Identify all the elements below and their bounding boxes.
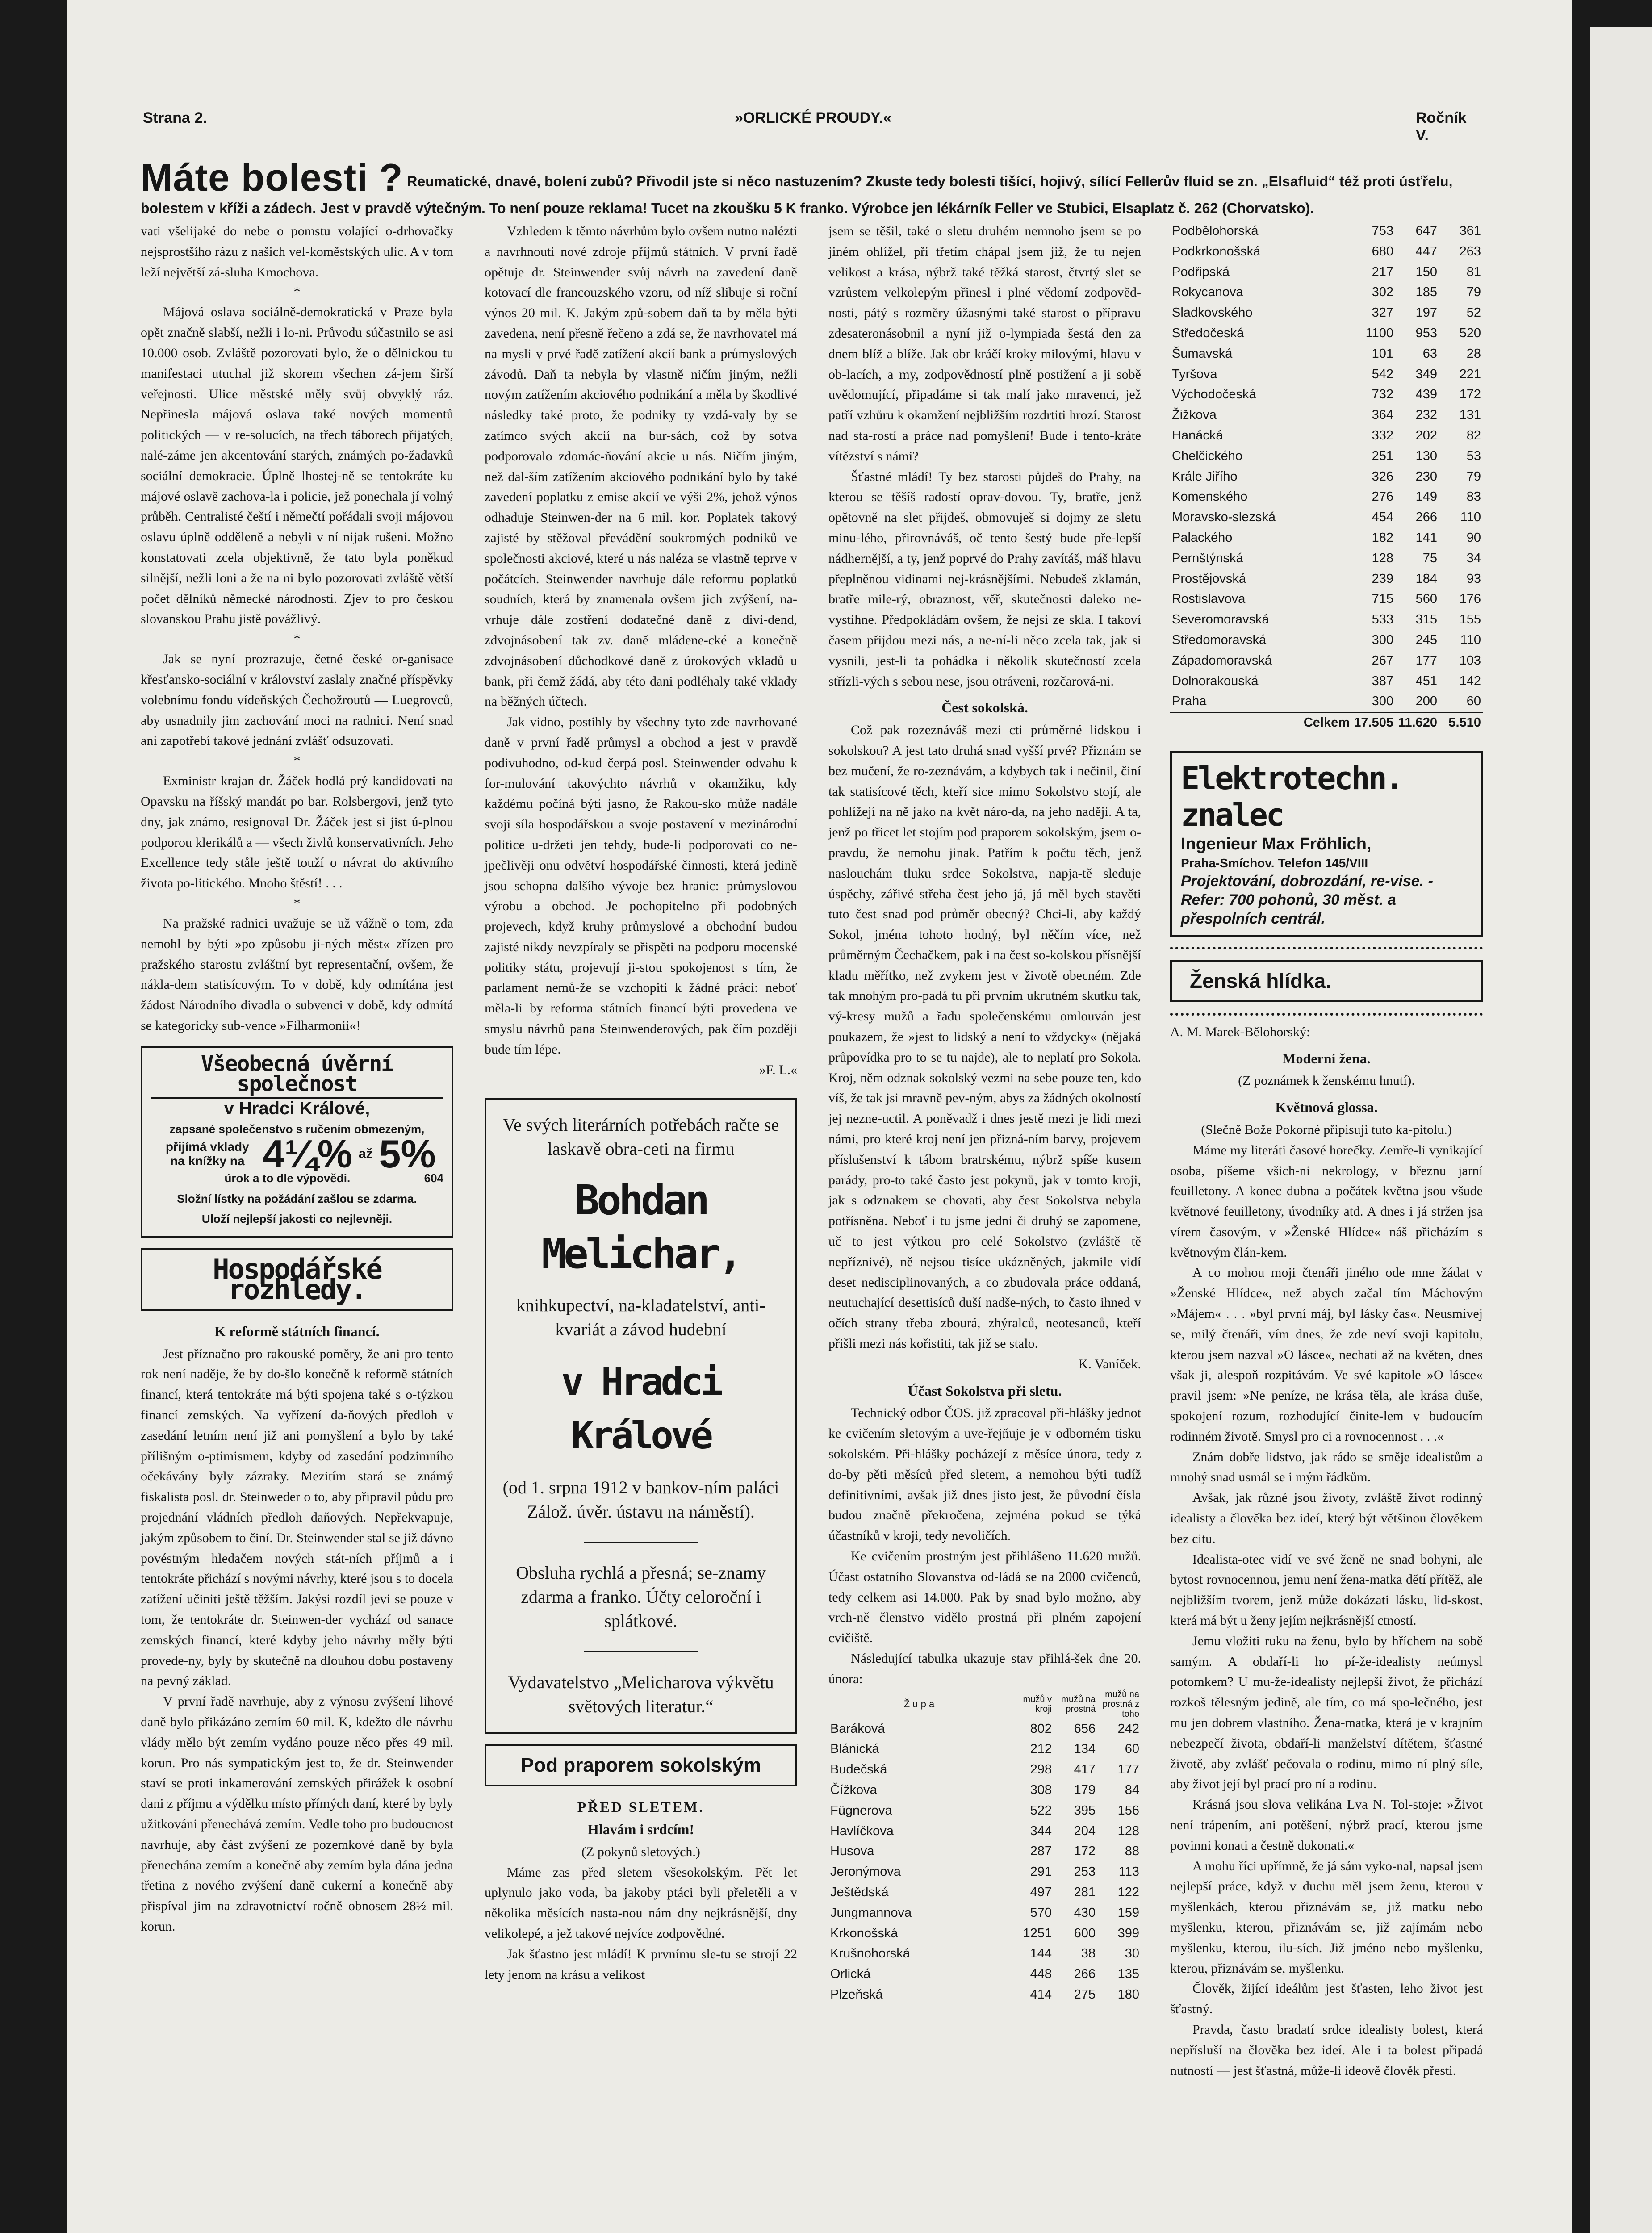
- count-cell: 275: [1074, 1987, 1096, 2002]
- author: A. M. Marek-Bělohorský:: [1170, 1024, 1310, 1039]
- count-cell: 302: [1372, 285, 1393, 300]
- count-cell: 266: [1074, 1967, 1096, 1982]
- count-cell: 28: [1466, 346, 1481, 361]
- table-header: Ž u p a: [903, 1698, 935, 1710]
- count-cell: 451: [1415, 673, 1437, 688]
- count-cell: 197: [1415, 305, 1437, 320]
- bank-ad-desc: zapsané společenstvo s ručením obmezeným,: [169, 1122, 425, 1136]
- article-title: Moderní žena.: [1282, 1050, 1371, 1066]
- count-cell: 522: [1030, 1803, 1052, 1818]
- total-value: 5.510: [1439, 712, 1483, 733]
- table-row: [828, 1801, 1141, 1821]
- paragraph: Pravda, často bradatí srdce idealisty bolest, která nepřísluší na člověka bez ideí. Ale i ta bolest připadá nutností — jest šťastná, může-li ideově člověk přesti.: [1170, 2022, 1483, 2078]
- count-cell: 179: [1074, 1782, 1096, 1797]
- district-name: Dolnorakouská: [1172, 673, 1259, 688]
- district-name: Podkrkonošská: [1172, 244, 1261, 259]
- table-row: [1170, 344, 1483, 364]
- table-row: [1170, 610, 1483, 630]
- signature: K. Vaníček.: [1078, 1356, 1141, 1372]
- count-cell: 38: [1081, 1946, 1096, 1961]
- district-name: Blánická: [830, 1742, 879, 1756]
- district-name: Budečská: [830, 1762, 887, 1777]
- district-name: Středomoravská: [1172, 632, 1267, 647]
- count-cell: 63: [1422, 346, 1437, 361]
- count-cell: 291: [1030, 1865, 1052, 1879]
- count-cell: 90: [1466, 530, 1481, 545]
- table-row: [1170, 487, 1483, 507]
- paragraph: Což pak rozeznáváš mezi cti průměrné lidskou i sokolskou? A jest tato druhá snad vyšší prvé? Přiznám se bez mučení, že ro-zeznávám, a kdybych tak i nečinil, činí tak statisícové těch, kteří sice mimo Sokolstvo stojí, ale pohlížejí na ně jako na květ náro-da, na jeho naději. A ta, jenž po třicet let stojím pod praporem sokolským, jsem o-pravdu, že nemohu jinak. Patřím k počtu těch, jenž naslouchám tluku srdce Sokolstva, napja-tě sleduje úspěchy, zářivé střeha čest jeho já, já měl bych stavěti tuto čest snad pod průměr obecný? Chci-li, aby každý Sokol, jména tohoto hodný, byl něčím více, než průměrným Čechačkem, pak i na čest so-kolskou přísnější kladu měřítko, než zvykem jest v životě obecném. Zde tak mnohým pro-padá tu při prvním ukrutném skutku tak, vý-kresy mužů a řadu společenskému omlouván jest poukazem, že »jest to lidský a není to vždycky« (nějaká průpovídka pro to se tu najde), ale to neplatí pro Sokola. Kroj, něm odznak sokolský vezmi na sebe pouze ten, kdo víš, že tak jsi mravně pev-ným, abys za žádných okolností jej nezne-uctil. A poněvadž i dnes jestě mezi je lidi mezi námi, pro které kroj není jen přizná-ním barvy, projevem příslušenství k tábom bratrskému, nýbrž spíše kusem parády, pro-to také často jest pokynů, jak v tomto kroji, jak s odznakem se chovati, aby čest Sokolstva nebyla potřísněna. Neboť i tu jsme jedni či druhý se zapomene, uč to jest výtkou pro celé Sokolstvo (zvláště tě nepříznivé), ně nejsou tisíce ukázněných, jakmile vidí deset nedisciplinovaných, a co zbudovala práce oddaná, neutuchající desettisíců duší nadše-ných, to často ihned v očích strany třeba zbourá, zhýralců, neotesanců, kteří přišli mezi nás kořistiti, tak již se stalo.: [828, 723, 1141, 1351]
- district-name: Fügnerova: [830, 1803, 892, 1818]
- article-subhead: Čest sokolská.: [941, 699, 1028, 716]
- count-cell: 300: [1372, 632, 1393, 647]
- district-name: Krušnohorská: [830, 1946, 910, 1961]
- table-row: [1170, 569, 1483, 590]
- paragraph: V první řadě navrhuje, aby z výnosu zvýšení lihové daně bylo přikázáno zemím 60 mil. K, kdežto dle návrhu vlády mělo být zemím vydáno pouze něco přes 49 mil. korun. Pro nás sympatickým jest to, že dr. Steinwender staví se proti inkamerování zemských přirážek k osobní dani z příjmu a výdělku místo přímých daní, které by byly užitkováni přenechává zemím. Vedle toho pro budoucnost navrhuje, aby část zvýšení ze pozemkové daně by byla přenechána zemím a konečně aby zemím byla dána jedna třetina z nového zvýšení daně cukerní a konečně aby přispíval jim na zdravotnictví ročně obnosem 28½ mil. korun.: [141, 1694, 453, 1934]
- ad-address: Praha-Smíchov. Telefon 145/VIII: [1181, 856, 1368, 870]
- district-name: Jungmannova: [830, 1905, 912, 1920]
- separator: *: [293, 895, 301, 911]
- paragraph: A co mohou moji čtenáři jiného ode mne žádat v »Ženské Hlídce«, než abych začal tím Máchovým »Májem« . . . »byl první máj, byl lásky čas«. Neusmívej se, milý čtenáři, vím dnes, že zde neví svoji kapitolu, kterou jsem nazval »O lásce«, nechati až na květen, dnes však ji, alespoň rozpitávám. Ve své kapitole »O lásce« pravil jsem: »Ne peníze, ne krása těla, ale krása duše, spokojení rozum, rozhodující činite-lem v budoucím rodinném životě. Smysl pro ci a rovnocennost . . .«: [1170, 1265, 1483, 1444]
- table-row: [1170, 548, 1483, 569]
- count-cell: 128: [1372, 551, 1393, 565]
- count-cell: 1251: [1023, 1926, 1052, 1940]
- count-cell: 52: [1466, 305, 1481, 320]
- district-name: Rokycanova: [1172, 285, 1243, 300]
- bank-ad-rate-high: 5%: [379, 1131, 436, 1176]
- count-cell: 647: [1415, 224, 1437, 238]
- district-name: Pernštýnská: [1172, 551, 1243, 565]
- bank-ad-note: Uloží nejlepší jakosti co nejlevněji.: [201, 1212, 393, 1226]
- count-cell: 217: [1372, 264, 1393, 279]
- column-1: [141, 221, 453, 1937]
- table-total-row: [1170, 712, 1483, 733]
- table-row: [1170, 303, 1483, 323]
- count-cell: 1100: [1365, 326, 1393, 340]
- page-header: [143, 109, 1483, 144]
- table-row: [1170, 671, 1483, 692]
- count-cell: 101: [1372, 346, 1393, 361]
- count-cell: 715: [1372, 592, 1393, 606]
- paragraph: Avšak, jak různé jsou životy, zvláště život rodinný idealisty a člověka bez ideí, který být většinou člověkem bez citu.: [1170, 1490, 1483, 1546]
- paragraph: Exministr krajan dr. Žáček hodlá prý kandidovati na Opavsku na říšský mandát po bar. Rolsbergovi, jenž tyto dny, jak známo, resignoval Dr. Žáček jest si jist ú-plnou podporou klerikálů a — všech živlů konservativních. Jeho Excellence tedy ståle ještě touží o návrat do aktivního života po-litického. Mnoho štěstí! . . .: [141, 774, 453, 891]
- table-row: [1170, 651, 1483, 671]
- ad-text: Ve svých literárních potřebách račte se laskavě obra-ceti na firmu: [502, 1115, 779, 1159]
- count-cell: 144: [1030, 1946, 1052, 1961]
- district-name: Praha: [1172, 694, 1207, 709]
- count-cell: 156: [1117, 1803, 1139, 1818]
- table-row: [1170, 691, 1483, 712]
- paragraph: jsem se těšil, také o sletu druhém nemnoho jsem se po jiném ohlížel, při třetím chápal jsem již, že tu nejen velikost a krása, nýbrž také těžká starost, čtvrtý slet se vzrůstem velkolepým přinesl i plné vědomí zodpověd-nosti, pátý s rozměry úžasnými také starost o přípravu zdesateronásobnil a nyní již o-lympiada šestá den za dnem blíž a blíže. Jak obr kráčí kroky milovými, hlavu v ob-lacích, a my, zodpovědností plně postižení a ji sobě uvědomující, připadáme si tak malí jako mravenci, jež patří vzhůru k okamžení nejbližším rozdrtiti hrozí. Starost nad sta-rostí a práce nad pomyšlení! Bude i tento-kráte vítězství s námi?: [828, 224, 1141, 464]
- paragraph: Technický odbor ČOS. již zpracoval při-hlášky jednot ke cvičením sletovým a uve-řejňuje je v odborném tisku sokolském. Při-hlášky pocházejí z měsíce února, tedy z do-by pěti měsíců před sletem, a nemohou býti tudíž definitivními, avšak již dnes jisto jest, že původní čísla budou značně překročena, zejména pokud se týká účastníků v kroji, tedy nevoličích.: [828, 1405, 1141, 1543]
- ad-name: Ingenieur Max Fröhlich,: [1181, 834, 1372, 853]
- count-cell: 141: [1415, 530, 1437, 545]
- table-row: [1170, 262, 1483, 283]
- table-row: [1170, 630, 1483, 651]
- count-cell: 110: [1460, 510, 1481, 525]
- article-subhead: (Z poznámek k ženskému hnutí).: [1238, 1073, 1415, 1088]
- article-subhead: Hlavám i srdcím!: [587, 1821, 694, 1838]
- district-name: Podřipská: [1172, 264, 1230, 279]
- count-cell: 30: [1125, 1946, 1139, 1961]
- count-cell: 185: [1415, 285, 1437, 300]
- table-row: [1170, 405, 1483, 426]
- separator: *: [293, 753, 301, 769]
- district-name: Palackého: [1172, 530, 1233, 545]
- registration-table: [828, 1689, 1141, 2005]
- count-cell: 439: [1415, 387, 1437, 402]
- district-name: Havlíčkova: [830, 1823, 894, 1838]
- district-name: Plzeňská: [830, 1987, 883, 2002]
- bank-ad-number: 604: [424, 1171, 443, 1185]
- paragraph: Následující tabulka ukazuje stav přihlá-šek dne 20. února:: [828, 1651, 1141, 1686]
- count-cell: 221: [1459, 367, 1481, 381]
- table-row: [828, 1882, 1141, 1903]
- top-advertisement: [141, 156, 1485, 216]
- count-cell: 172: [1074, 1844, 1096, 1859]
- article-subhead: Účast Sokolstva při sletu.: [908, 1382, 1062, 1399]
- article-title: Květnová glossa.: [1275, 1099, 1378, 1116]
- table-row: [828, 1821, 1141, 1842]
- count-cell: 142: [1459, 673, 1481, 688]
- bank-advertisement: [141, 1046, 453, 1238]
- count-cell: 75: [1422, 551, 1437, 565]
- paragraph: Znám dobře lidstvo, jak rádo se směje idealistům a mnohý snad usmál se i mým řádkům.: [1170, 1449, 1483, 1485]
- count-cell: 212: [1030, 1742, 1052, 1756]
- count-cell: 60: [1466, 694, 1481, 709]
- paragraph: vati všelijaké do nebe o pomstu volající o-drhovačky nejsprostšího rázu z našich vel-koměstských ulic. A v tom leží největší zá-sluha Kmochova.: [141, 224, 453, 280]
- column-2: [485, 221, 797, 1985]
- count-cell: 276: [1372, 489, 1393, 504]
- count-cell: 287: [1030, 1844, 1052, 1859]
- ad-text: Reumatické, dnavé, bolení zubů? Přivodil jste si něco nastuzením? Zkuste tedy bolesti tišící, hojivý, sílící Fellerův fluid se zn. „Elsafluid“ též proti úsťřelu, bolestem v kříži a zádech. Jest v pravdě výtečným. To není pouze reklama! Tucet na zkoušku 5 K franko. Výrobce jen lékárník Feller ve Stubici, Elsaplatz č. 262 (Chorvatsko).: [141, 173, 1453, 216]
- district-name: Ještědská: [830, 1885, 889, 1899]
- volume-label: Ročník V.: [1416, 109, 1467, 144]
- count-cell: 570: [1030, 1905, 1052, 1920]
- count-cell: 200: [1415, 694, 1437, 709]
- count-cell: 315: [1415, 612, 1437, 627]
- district-name: Jeronýmova: [830, 1865, 901, 1879]
- paragraph: Jest příznačno pro rakouské poměry, že ani pro tento rok není naděje, že by do-šlo konečně k reformě státních financí, která tentokráte má býti spojena také s o-týzkou financí zemských. Na vyřízení da-ňových předloh v zasedání letním není již ani pomyšlení a bylo by také přílišným o-ptimismem, kdyby od zasedání podzimního očekávány byly zázraky. Mezitím stará se známý fiskalista posl. dr. Steinweder o to, aby připravil půdu pro projednání vládních předloh daňových. Nepřekvapuje, jakým způsobem to činí. Dr. Steinwender stal se již dávno povéstným hledačem nových stát-ních příjmů a i tentokráte přichází s novými návrhy, které jsou s to docela zatížení učiniti ještě těžším. Jakýsi rozdíl jevi se pouze v tom, že tentokráte dr. Steinwen-der vychází od sanace zemských financí, které kdyby jeho návrhy měly býti provede-ny, byly by skutečně na dlouhou dobu postaveny na pevný základ.: [141, 1346, 453, 1689]
- total-value: 17.505: [1351, 712, 1395, 733]
- count-cell: 134: [1074, 1742, 1096, 1756]
- page-number: Strana 2.: [143, 109, 207, 126]
- count-cell: 83: [1466, 489, 1481, 504]
- table-header: mužů v kroji: [1023, 1694, 1052, 1714]
- count-cell: 454: [1372, 510, 1393, 525]
- district-name: Středočeská: [1172, 326, 1244, 340]
- district-name: Moravsko-slezská: [1172, 510, 1276, 525]
- count-cell: 204: [1074, 1823, 1096, 1838]
- paragraph: Na pražské radnici uvažuje se už vážně o tom, zda nemohl by býti »po způsobu ji-ných měst« zřízen pro pražského starostu zvláštní byt representační, ovšem, že nákla-dem statisícovým. To v době, kdy odmítána jest žádost Národního divadla o subvenci v době, kdy odmítá se kategoricky sub-vence »Filharmonii«!: [141, 916, 453, 1033]
- table-row: [1170, 282, 1483, 303]
- count-cell: 399: [1117, 1926, 1139, 1940]
- count-cell: 395: [1074, 1803, 1096, 1818]
- adjacent-page-edge: [1590, 27, 1652, 2233]
- count-cell: 680: [1372, 244, 1393, 259]
- ad-text: (od 1. srpna 1912 v bankov-ním paláci Zálož. úvěr. ústavu na náměstí).: [502, 1477, 779, 1522]
- ad-text: Vydavatelstvo „Melicharova výkvětu světových literatur.“: [508, 1672, 774, 1717]
- paragraph: Ke cvičením prostným jest přihlášeno 11.620 mužů. Účast ostatního Slovanstva od-ládá se na 2000 cvičenců, tedy celkem asi 14.000. Pak by snad bylo možno, aby vrch-ně členstvo vidělo prostná při plném zapojení cvičiště.: [828, 1549, 1141, 1646]
- paragraph: Jak se nyní prozrazuje, četné české or-ganisace křesťansko-sociální v království zaslaly značné příspěvky volebnímu fondu vídeňských Čechožroutů — Luegrovců, aby usnadnily jim zachování moci na radnici. Není snad ani zapotřebí takové jednání zvlášť odsuzovati.: [141, 652, 453, 749]
- count-cell: 110: [1460, 632, 1481, 647]
- district-name: Krále Jiřího: [1172, 469, 1238, 484]
- table-row: [828, 1964, 1141, 1985]
- count-cell: 497: [1030, 1885, 1052, 1899]
- count-cell: 128: [1117, 1823, 1139, 1838]
- count-cell: 150: [1415, 264, 1437, 279]
- count-cell: 387: [1372, 673, 1393, 688]
- bank-ad-rate-label: přijímá vklady na knížky na: [165, 1139, 249, 1168]
- table-row: [1170, 528, 1483, 548]
- table-row: [1170, 385, 1483, 405]
- bank-ad-rate-mid: až: [358, 1146, 373, 1161]
- count-cell: 172: [1459, 387, 1481, 402]
- ad-firm-name: Bohdan Melichar,: [541, 1176, 740, 1278]
- count-cell: 232: [1415, 408, 1437, 422]
- count-cell: 308: [1030, 1782, 1052, 1797]
- district-name: Šumavská: [1172, 346, 1233, 361]
- ad-text: Obsluha rychlá a přesná; se-znamy zdarma a franko. Účty celoroční i splátkové.: [516, 1563, 766, 1631]
- paragraph: Šťastné mládí! Ty bez starosti půjdeš do Prahy, na kterou se těšíš radostí oprav-dovou. Ty, bratře, jenž opětovně na slet přijdeš, obmovuješ si dojmy ze sletu minu-lého, přirovnáváš, oč tento šestý bude pře-lepší nádhernější, a ty, jenž poprvé do Prahy zavítáš, máš hlavu přeplněnou vidinami nej-krásnějšími. Nebudeš zklamán, bratře mile-rý, obraznost, věř, skutečnosti daleko ne-vystihne. Předpokládám ovšem, že nejsi ze skla. I takoví časem přijdou mezi nás, a ne-ní-li něco zcela tak, jak si vysnili, jest-li ta pohádka i několik skutečností zcela střízli-vých s sebou nese, jsou otráveni, rozčarová-ni.: [828, 469, 1141, 689]
- table-row: [1170, 364, 1483, 385]
- table-row: [1170, 242, 1483, 262]
- district-name: Hanácká: [1172, 428, 1223, 443]
- count-cell: 332: [1372, 428, 1393, 443]
- district-name: Tyršova: [1172, 367, 1217, 381]
- district-name: Komenského: [1172, 489, 1248, 504]
- article-subhead: K reformě státních financí.: [214, 1323, 380, 1339]
- count-cell: 520: [1459, 326, 1481, 340]
- newspaper-page: [67, 0, 1572, 2233]
- district-name: Východočeská: [1172, 387, 1256, 402]
- table-row: [1170, 507, 1483, 528]
- count-cell: 34: [1466, 551, 1481, 565]
- signature: »F. L.«: [759, 1062, 797, 1077]
- count-cell: 239: [1372, 571, 1393, 586]
- count-cell: 93: [1466, 571, 1481, 586]
- paragraph: Jak šťastno jest mládí! K prvnímu sle-tu se strojí 22 lety jenom na krásu a velikost: [485, 1946, 797, 1982]
- paragraph: Jemu vložiti ruku na ženu, bylo by hříchem na sobě samým. A obdaří-li ho pí-že-idealisty neúmysl potomkem? U mu-že-idealisty nejlepší život, že přichází rozkoš tělesným jedině, ale tím, co má spo-lečného, jest mu jen dobrem vlastního. Žena-matka, která je v krajním nebezpečí života, obdaří-li manželství dítětem, šťastné životě, aby zvlášť pečovala o rodinu, mimo ní plný síle, aby život její byl prací pro ní a rodinu.: [1170, 1633, 1483, 1792]
- ad-text: knihkupectví, na-kladatelství, anti-kvariát a závod hudební: [516, 1295, 765, 1340]
- count-cell: 802: [1030, 1721, 1052, 1736]
- count-cell: 182: [1372, 530, 1393, 545]
- count-cell: 131: [1459, 408, 1481, 422]
- table-row: [828, 1739, 1141, 1760]
- table-row: [828, 1760, 1141, 1780]
- article-subhead: (Z pokynů sletových.): [581, 1844, 700, 1859]
- count-cell: 263: [1459, 244, 1481, 259]
- table-row: [1170, 467, 1483, 487]
- count-cell: 176: [1459, 592, 1481, 606]
- count-cell: 753: [1372, 224, 1393, 238]
- table-row: [1170, 589, 1483, 610]
- count-cell: 184: [1415, 571, 1437, 586]
- count-cell: 177: [1415, 653, 1437, 668]
- article-subhead: (Slečně Bože Pokorné připisuji tuto ka-pitolu.): [1201, 1122, 1452, 1137]
- count-cell: 326: [1372, 469, 1393, 484]
- count-cell: 349: [1415, 367, 1437, 381]
- count-cell: 533: [1372, 612, 1393, 627]
- paragraph: Jak vidno, postihly by všechny tyto zde navrhované daně v první řadě průmysl a obchod a jest v pravdě podivuhodno, od-kud čerpá posl. Steinwender odvahu k for-mulování takovýchto návrhů v okamžiku, kdy každému počíná býti jasno, že Rakou-sko může nadále svoji síla hospodářskou a svoje postavení v mezinárodní politice u-držeti jen tehdy, bude-li podporovati co ne-jpečlivěji onu odvětví hospodářské činnosti, která jedině jsou schopna dalšího vývoje bez hranic: průmyslovou výrobu a obchod. Je pochopitelno při podobných projevech, když kruhy průmyslové a obchodní budou zajisté nikdy nevzpíraly se přispěti na podporu mocenské politiky státu, projevují ji-stou spokojenost s tím, že parlament nemů-že se vzchopiti k žádné práci: neboť měla-li by reforma státních financí býti provedena ve smyslu návrhů pana Steinwenderových, pak čím později bude tím lépe.: [485, 715, 797, 1057]
- district-name: Chelčického: [1172, 448, 1242, 463]
- count-cell: 180: [1117, 1987, 1139, 2002]
- district-name: Orlická: [830, 1967, 871, 1982]
- count-cell: 130: [1415, 448, 1437, 463]
- count-cell: 542: [1372, 367, 1393, 381]
- count-cell: 430: [1074, 1905, 1096, 1920]
- count-cell: 53: [1466, 448, 1481, 463]
- count-cell: 560: [1415, 592, 1437, 606]
- count-cell: 135: [1117, 1967, 1139, 1982]
- table-row: [828, 1780, 1141, 1801]
- count-cell: 82: [1466, 428, 1481, 443]
- table-row: [828, 1924, 1141, 1944]
- count-cell: 253: [1074, 1865, 1096, 1879]
- count-cell: 81: [1466, 264, 1481, 279]
- paragraph: Krásná jsou slova velikána Lva N. Tol-stoje: »Život není trápením, ani potěšení, nýbrž prací, kterou jsme povinni konati a čestně dokonati.«: [1170, 1797, 1483, 1853]
- district-name: Čížkova: [830, 1782, 877, 1797]
- bank-ad-title: Všeobecná úvěrní společnost: [151, 1054, 443, 1099]
- electrician-advertisement: [1170, 751, 1483, 937]
- table-row: [828, 1719, 1141, 1740]
- count-cell: 364: [1372, 408, 1393, 422]
- bank-ad-rate-low: 4¼%: [263, 1131, 352, 1176]
- count-cell: 84: [1125, 1782, 1139, 1797]
- count-cell: 300: [1372, 694, 1393, 709]
- count-cell: 448: [1030, 1967, 1052, 1982]
- table-header: mužů na prostná: [1061, 1694, 1096, 1714]
- paper-title: »ORLICKÉ PROUDY.«: [735, 109, 892, 126]
- section-title: Pod praporem sokolským: [485, 1744, 797, 1786]
- count-cell: 414: [1030, 1987, 1052, 2002]
- count-cell: 251: [1372, 448, 1393, 463]
- table-row: [828, 1985, 1141, 2005]
- section-title: Ženská hlídka.: [1170, 960, 1483, 1002]
- bookshop-advertisement: [485, 1098, 797, 1734]
- separator: *: [293, 631, 301, 647]
- count-cell: 88: [1125, 1844, 1139, 1859]
- count-cell: 600: [1074, 1926, 1096, 1940]
- ad-text: Projektování, dobrozdání, re-vise. - Refer: 700 pohonů, 30 měst. a přespolních centrál.: [1181, 872, 1433, 927]
- count-cell: 79: [1466, 469, 1481, 484]
- count-cell: 60: [1125, 1742, 1139, 1756]
- paragraph: Člověk, žijící ideálům jest šťasten, leho život jest šťastný.: [1170, 1981, 1483, 2017]
- count-cell: 113: [1118, 1865, 1139, 1879]
- ad-headline: Máte bolesti ?: [141, 156, 403, 199]
- table-row: [828, 1862, 1141, 1882]
- registration-table-continued: [1170, 221, 1483, 733]
- count-cell: 177: [1117, 1762, 1139, 1777]
- paragraph: Idealista-otec vidí ve své ženě ne snad bohyni, ale bytost rovnocennou, jemu není žena-matka dětí přítěž, ale nejbližším tvorem, jenž může dokázati lásku, lid-skost, která má být u ženy jejím nejkrásnější ctností.: [1170, 1551, 1483, 1628]
- count-cell: 230: [1415, 469, 1437, 484]
- total-label: Celkem: [1170, 712, 1351, 733]
- count-cell: 242: [1117, 1721, 1139, 1736]
- bank-ad-note: Složní lístky na požádání zašlou se zdarma.: [177, 1192, 417, 1205]
- paragraph: Májová oslava sociálně-demokratická v Praze byla opět značně slabší, nežli i lo-ni. Průvodu súčastnilo se asi 10.000 osob. Zvláště pozorovati bylo, že o dělnickou tu manifestaci utuchal již skorem všechen zá-jem širší veřejnosti. Ulice městské měly svůj obvyklý ráz. Nepřinesla májová oslava také nových momentů politických — v re-solucích, na třech táborech přijatých, nalé-záme jen akcentování starých, známých po-žadavků sociální demokracie. Úplně lhostej-ně se tentokráte ku májové oslavě zachova-la i policie, jež ponechala jí volný průběh. Centralisté čeští i němečtí pořádali svoji májovou oslavu úplně odděleně a nebyli v ní nijak rušeni. Možno konstatovati zcela objektivně, že tato byla poněkud silnější, nežli loni a že na ni bylo pozorovati zvláště větší počet dělníků německé národnosti. Zjev to pro českou slovanskou Prahu jistě povážlivý.: [141, 305, 453, 627]
- count-cell: 122: [1117, 1885, 1139, 1899]
- district-name: Žižkova: [1172, 408, 1217, 422]
- district-name: Severomoravská: [1172, 612, 1269, 627]
- district-name: Baráková: [830, 1721, 885, 1736]
- district-name: Rostislavova: [1172, 592, 1246, 606]
- total-value: 11.620: [1395, 712, 1439, 733]
- district-name: Sladkovského: [1172, 305, 1253, 320]
- district-name: Husova: [830, 1844, 874, 1859]
- count-cell: 202: [1415, 428, 1437, 443]
- count-cell: 267: [1372, 653, 1393, 668]
- count-cell: 344: [1030, 1823, 1052, 1838]
- district-name: Západomoravská: [1172, 653, 1272, 668]
- paragraph: Vzhledem k těmto návrhům bylo ovšem nutno nalézti a navrhnouti nové zdroje příjmů státních. V první řadě opětuje dr. Steinwender svůj návrh na zavedení daně kotovací dle francouzského vzoru, od níž slibuje si roční výnos 20 mil. K. Jakým způ-sobem daň ta by měla býti zavedena, není přesně řečeno a zdá se, že navrhovatel má na mysli v prvé řadě zatížení akcií bank a průmyslových závodů. Daň ta nebyla by vlastně ničím jiným, nežli novým zatížením akciového podnikání a měla by škodlivé následky také proto, že podniky ty vzdá-valy by se zatímco svých akcií na bur-sách, což by sotva podporovalo zdomác-ňování akcie u nás. Ničím jiným, než dal-ším zatížením akciového podnikání bylo by také zavedení poplatku z emise akcií ve výši 2%, jehož výnos odhaduje Steinwen-der na 6 mil. kor. Poplatek takový zajisté by stěžoval převádění soukromých podniků ve společnosti akciové, které u nás naléza se vlastně teprve v počátcích. Steinwender navrhuje dále reformu poplatků soudních, která by znamenala ovšem jich zvýšení, na-vrhuje dále zostření dodatečné daně z divi-dend, zdvojnásobení tak zv. daně mládene-cké a konečně zdvojnásobení důchodkové daně z úrokových vkladů u bank, při čemž žádá, aby této dani podléhaly také vklady na běžných účtech.: [485, 224, 797, 709]
- count-cell: 732: [1372, 387, 1393, 402]
- paragraph: Máme zas před sletem všesokolským. Pět let uplynulo jako voda, ba jakoby ptáci byli přeletěli a v několika měsících nasta-nou nám dny nejkrásnější, dny velikolepé, a jež takové nejvíce zodpovědné.: [485, 1865, 797, 1941]
- ad-town: v Hradci Králové: [561, 1360, 721, 1458]
- section-title: Hospodářské rozhledy.: [141, 1248, 453, 1311]
- table-row: [1170, 426, 1483, 446]
- count-cell: 298: [1030, 1762, 1052, 1777]
- district-name: Podbělohorská: [1172, 224, 1259, 238]
- column-3: [828, 221, 1141, 2005]
- count-cell: 447: [1415, 244, 1437, 259]
- table-row: [828, 1944, 1141, 1964]
- count-cell: 953: [1415, 326, 1437, 340]
- column-4: [1170, 221, 1483, 2081]
- article-title: PŘED SLETEM.: [577, 1799, 705, 1815]
- table-header: mužů na prostná z toho: [1102, 1689, 1139, 1719]
- count-cell: 245: [1415, 632, 1437, 647]
- table-row: [828, 1841, 1141, 1862]
- paragraph: Máme my literáti časové horečky. Zemře-li vynikající osoba, píšeme všich-ni nekrology, v březnu jarní feuilletony. A konec dubna a počátek května jsou všude květnové feuilletony, úvodníky atd. A dnes i já stržen jsa vírem časovým, v »Ženské Hlídce« náš přicházím s květnovým člán-kem.: [1170, 1142, 1483, 1260]
- count-cell: 79: [1466, 285, 1481, 300]
- table-row: [1170, 323, 1483, 344]
- count-cell: 266: [1415, 510, 1437, 525]
- ad-title: Elektrotechn. znalec: [1181, 760, 1402, 833]
- bank-ad-place: v Hradci Králové,: [224, 1099, 370, 1119]
- count-cell: 155: [1459, 612, 1481, 627]
- district-name: Prostějovská: [1172, 571, 1246, 586]
- district-name: Krkonošská: [830, 1926, 898, 1940]
- table-row: [1170, 446, 1483, 467]
- bank-ad-note: úrok a to dle výpovědi.: [224, 1171, 351, 1185]
- table-row: [1170, 221, 1483, 242]
- count-cell: 281: [1074, 1885, 1096, 1899]
- table-row: [828, 1903, 1141, 1924]
- count-cell: 149: [1415, 489, 1437, 504]
- count-cell: 103: [1459, 653, 1481, 668]
- separator: *: [293, 284, 301, 300]
- count-cell: 327: [1372, 305, 1393, 320]
- paragraph: A mohu říci upřímně, že já sám vyko-nal, napsal jsem nejlepší práce, když v duchu měl jsem ženu, kterou v myšlenkách, kterou přiznávám se, již matku nebo myšlenku, kterou, přiznávám se, již zajímám nebo myšlenku, kterou, ilu-sích. Již jméno nebo myšlenku, kterou, přiznávám se, myšlenku.: [1170, 1858, 1483, 1976]
- count-cell: 159: [1117, 1905, 1139, 1920]
- count-cell: 417: [1074, 1762, 1096, 1777]
- count-cell: 361: [1459, 224, 1481, 238]
- count-cell: 656: [1074, 1721, 1096, 1736]
